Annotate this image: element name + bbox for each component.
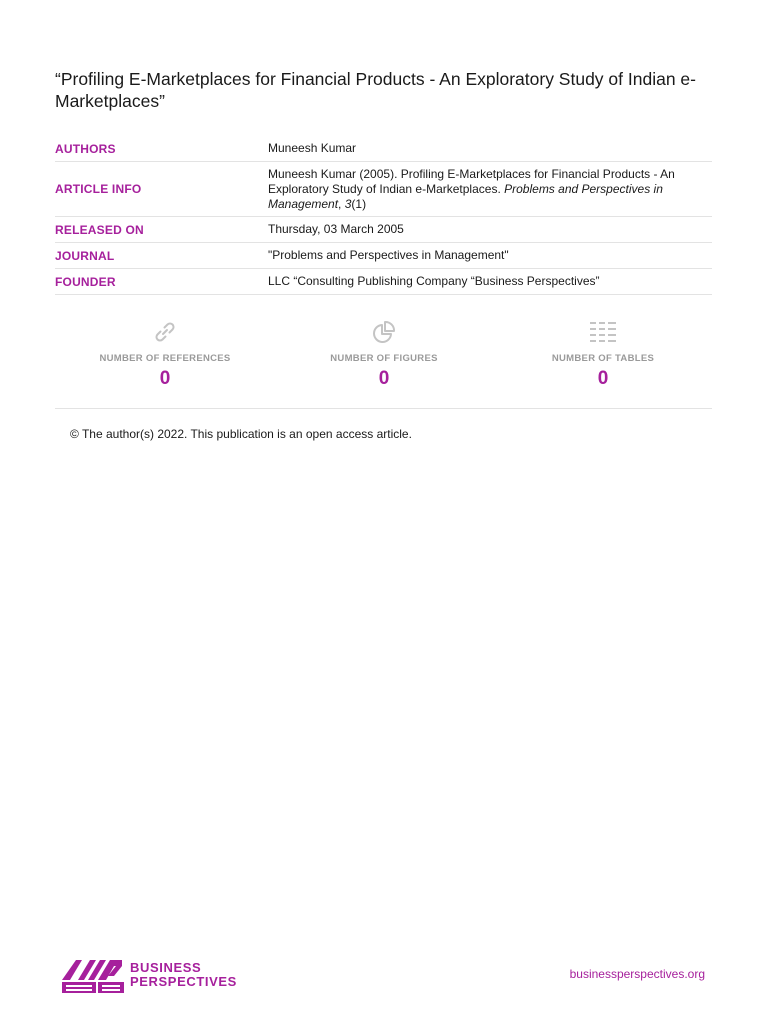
citation-separator: , [338,196,345,211]
business-perspectives-logo[interactable] [62,955,237,995]
publisher-logo-icon [62,956,126,994]
citation-text: Muneesh Kumar (2005). Profiling E-Marketplaces for Financial Products - An Exploratory Study of Indian e-Marketplaces. [268,166,675,196]
authors-value: Muneesh Kumar [268,141,357,155]
tables-label: NUMBER OF TABLES [551,353,655,364]
info-row-authors [55,136,712,162]
publisher-name-line2: PERSPECTIVES [130,974,237,989]
stat-references [55,315,275,390]
journal-value: "Problems and Perspectives in Management" [268,248,509,262]
publisher-website-link[interactable]: businessperspectives.org [569,967,705,981]
article-info-table [55,136,712,295]
article-title: “Profiling E-Marketplaces for Financial Products - An Exploratory Study of Indian e-Marketplaces” [55,69,696,111]
authors-label: AUTHORS [55,141,116,156]
stat-tables [493,315,713,390]
references-label: NUMBER OF REFERENCES [99,353,231,364]
citation-volume: 3 [344,196,352,211]
link-icon [55,315,275,349]
pie-chart-icon [274,315,494,349]
references-count: 0 [159,368,171,389]
article-info-label: ARTICLE INFO [55,182,142,196]
article-info-value [268,167,712,212]
publisher-name-line1: BUSINESS [130,960,202,975]
info-row-released-on [55,217,712,243]
released-on-value: Thursday, 03 March 2005 [268,222,404,236]
tables-count: 0 [597,368,609,389]
stat-figures [274,315,494,390]
info-row-article-info [55,162,712,217]
table-icon [493,315,713,349]
journal-label: JOURNAL [55,248,115,263]
info-row-founder [55,269,712,295]
released-on-label: RELEASED ON [55,222,144,237]
founder-value: LLC “Consulting Publishing Company “Business Perspectives” [268,274,600,288]
figures-label: NUMBER OF FIGURES [330,353,438,364]
citation-journal: Problems and Perspectives in Management [268,181,663,211]
publisher-name [130,961,237,989]
info-row-journal [55,243,712,269]
figures-count: 0 [378,368,390,389]
founder-label: FOUNDER [55,274,116,289]
citation-issue: (1) [351,196,367,211]
license-notice: © The author(s) 2022. This publication is an open access article. [70,427,412,441]
article-stats [55,315,712,409]
